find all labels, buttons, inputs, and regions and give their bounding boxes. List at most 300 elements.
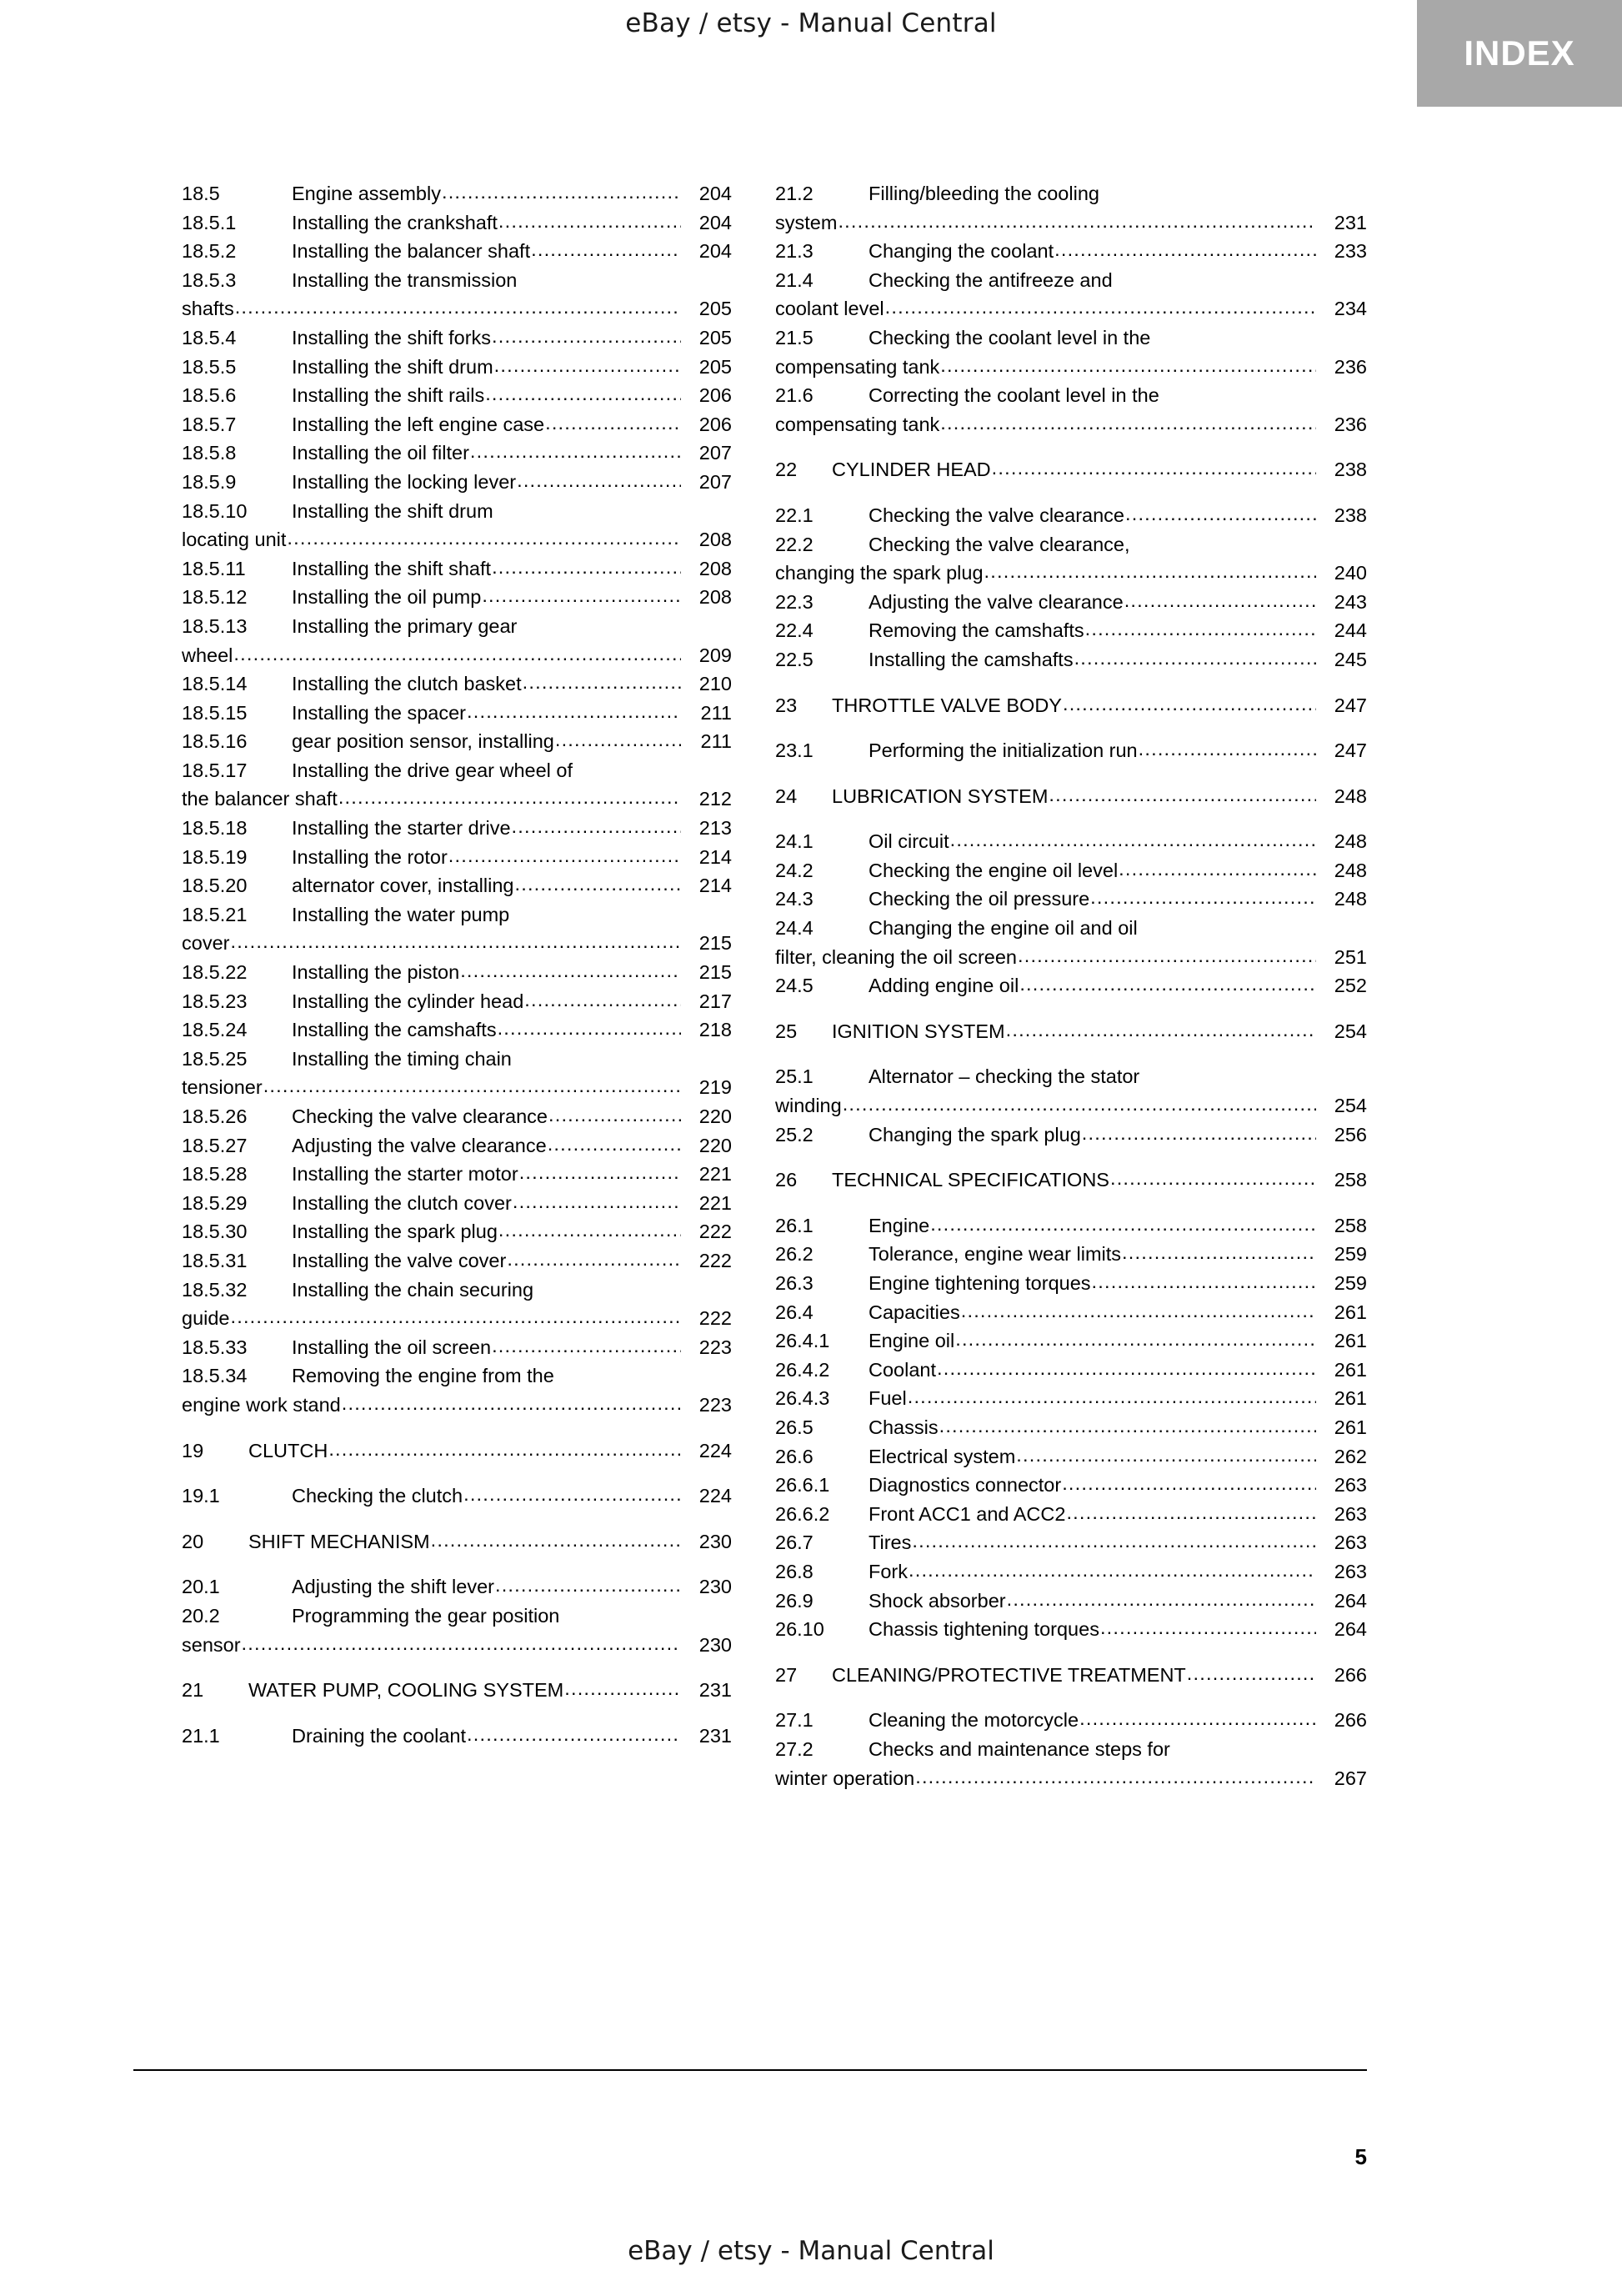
toc-entry[interactable] <box>182 987 732 1016</box>
toc-dot-leader <box>498 207 681 236</box>
toc-dot-leader <box>463 1480 681 1509</box>
toc-entry[interactable] <box>182 699 732 728</box>
toc-entry-title: Installing the left engine case <box>292 413 545 435</box>
toc-entry-page: 252 <box>1334 975 1367 997</box>
toc-entry-number: 18.5.26 <box>182 1105 248 1127</box>
toc-entry-number: 18.5.14 <box>182 673 248 695</box>
toc-entry-title: Oil circuit <box>869 830 949 853</box>
toc-entry-number: 23 <box>775 694 798 716</box>
toc-entry-title: Tires <box>869 1532 912 1554</box>
toc-entry-title: Installing the shift drum <box>292 355 493 378</box>
toc-dot-leader <box>915 1762 1316 1792</box>
toc-entry-number: 18.5.2 <box>182 240 237 263</box>
toc-entry[interactable] <box>182 1602 732 1659</box>
toc-entry-page: 205 <box>698 326 732 348</box>
toc-dot-leader <box>231 1302 682 1331</box>
toc-dot-leader <box>498 1216 681 1245</box>
toc-entry[interactable] <box>775 1326 1367 1356</box>
toc-dot-leader <box>531 235 681 264</box>
toc-entry-number: 18.5.23 <box>182 990 248 1012</box>
toc-entry-title: gear position sensor, installing <box>292 730 554 753</box>
toc-entry-page: 222 <box>698 1307 732 1330</box>
index-tab <box>1417 0 1622 107</box>
toc-entry-page: 240 <box>1334 562 1367 584</box>
toc-entry[interactable] <box>775 1269 1367 1298</box>
toc-entry-page: 208 <box>698 529 732 551</box>
toc-entry[interactable] <box>182 1102 732 1131</box>
toc-entry-number: 27.2 <box>775 1737 814 1760</box>
toc-entry[interactable] <box>775 1298 1367 1327</box>
toc-dot-leader <box>1125 499 1316 529</box>
toc-dot-leader <box>1079 1704 1316 1733</box>
toc-entry-page: 236 <box>1334 413 1367 435</box>
toc-entry[interactable] <box>182 237 732 266</box>
toc-entry-number: 26.10 <box>775 1618 824 1641</box>
toc-entry-number: 18.5.27 <box>182 1134 248 1156</box>
toc-entry-title: Installing the oil pump <box>292 586 482 609</box>
toc-entry-number: 21.6 <box>775 384 814 407</box>
toc-entry[interactable] <box>775 1166 1367 1195</box>
toc-dot-leader <box>517 466 681 495</box>
toc-entry-number: 26.4.1 <box>775 1330 830 1352</box>
toc-entry[interactable] <box>775 885 1367 914</box>
toc-dot-leader <box>548 1130 681 1159</box>
toc-entry-title: shafts <box>182 298 234 320</box>
toc-entry-page: 262 <box>1334 1445 1367 1467</box>
toc-entry-page: 267 <box>1334 1767 1367 1789</box>
toc-entry-page: 219 <box>698 1076 732 1099</box>
toc-entry[interactable] <box>182 497 732 554</box>
toc-entry-page: 221 <box>698 1163 732 1186</box>
toc-entry-page: 236 <box>1334 355 1367 378</box>
toc-entry-page: 223 <box>698 1336 732 1358</box>
toc-entry-title: compensating tank <box>775 413 940 435</box>
toc-dot-leader <box>328 1435 681 1464</box>
toc-entry-title: Installing the crankshaft <box>292 211 498 233</box>
toc-entry-title: system <box>775 211 838 233</box>
toc-dot-leader <box>448 841 681 870</box>
toc-entry-number: 18.5.28 <box>182 1163 248 1186</box>
toc-dot-leader <box>1187 1659 1316 1688</box>
toc-entry-title: LUBRICATION SYSTEM <box>832 785 1049 807</box>
toc-dot-leader <box>1119 855 1316 884</box>
toc-entry-title: WATER PUMP, COOLING SYSTEM <box>248 1679 564 1702</box>
toc-entry-title: Changing the engine oil and oil <box>869 917 1138 940</box>
toc-entry-number: 18.5.11 <box>182 557 246 579</box>
toc-entry[interactable] <box>182 871 732 900</box>
toc-entry-number: 26.4.3 <box>775 1387 830 1410</box>
toc-entry-title: Installing the clutch cover <box>292 1191 512 1214</box>
toc-entry[interactable] <box>775 1356 1367 1385</box>
toc-entry[interactable] <box>775 1413 1367 1442</box>
toc-entry[interactable] <box>775 971 1367 1000</box>
toc-dot-leader <box>843 1090 1316 1119</box>
toc-entry-title: Coolant <box>869 1358 936 1381</box>
toc-dot-leader <box>940 351 1316 380</box>
toc-entry[interactable] <box>775 1062 1367 1120</box>
toc-entry-page: 205 <box>698 298 732 320</box>
toc-entry-title: Electrical system <box>869 1445 1016 1467</box>
toc-entry-number: 18.5.19 <box>182 845 248 868</box>
toc-dot-leader <box>233 639 681 669</box>
toc-entry[interactable] <box>182 1276 732 1333</box>
toc-entry-page: 238 <box>1334 459 1367 481</box>
toc-entry-page: 222 <box>698 1221 732 1243</box>
toc-dot-leader <box>912 1526 1316 1556</box>
toc-entry-number: 27 <box>775 1663 798 1686</box>
toc-dot-leader <box>460 956 681 985</box>
toc-entry[interactable] <box>775 1120 1367 1150</box>
toc-dot-leader <box>939 1411 1316 1441</box>
toc-entry-title: Installing the shift rails <box>292 384 485 407</box>
toc-entry-title: Fuel <box>869 1387 907 1410</box>
toc-entry[interactable] <box>182 1160 732 1189</box>
toc-entry-number: 18.5.30 <box>182 1221 248 1243</box>
toc-entry-number: 18.5.9 <box>182 470 237 493</box>
toc-entry-number: 21.5 <box>775 326 814 348</box>
toc-entry-number: 26.9 <box>775 1589 814 1612</box>
toc-entry[interactable] <box>182 1572 732 1602</box>
toc-entry-page: 230 <box>698 1530 732 1552</box>
toc-entry-title: locating unit <box>182 529 287 551</box>
toc-entry-number: 26.2 <box>775 1243 814 1266</box>
toc-entry-title: filter, cleaning the oil screen <box>775 945 1017 968</box>
toc-entry-page: 266 <box>1334 1709 1367 1732</box>
toc-entry[interactable] <box>775 1706 1367 1735</box>
toc-entry-number: 21.2 <box>775 183 814 204</box>
toc-dot-leader <box>961 1296 1316 1326</box>
toc-entry-title: engine work stand <box>182 1393 341 1416</box>
toc-entry-number: 21 <box>182 1679 204 1702</box>
toc-entry-page: 213 <box>698 817 732 840</box>
toc-dot-leader <box>908 1382 1316 1411</box>
toc-entry-title: Installing the rotor <box>292 845 448 868</box>
toc-dot-leader <box>1092 1267 1316 1296</box>
toc-dot-leader <box>838 207 1316 236</box>
toc-entry-page: 221 <box>698 1191 732 1214</box>
toc-entry[interactable] <box>775 1587 1367 1616</box>
toc-entry[interactable] <box>775 1500 1367 1529</box>
toc-dot-leader <box>984 557 1316 586</box>
toc-entry-title: Checking the valve clearance <box>292 1105 548 1127</box>
toc-entry[interactable] <box>775 736 1367 765</box>
toc-entry-page: 205 <box>698 355 732 378</box>
toc-entry-number: 26.6.2 <box>775 1502 830 1525</box>
toc-entry-title: winter operation <box>775 1767 915 1789</box>
toc-entry-number: 18.5.6 <box>182 384 237 407</box>
toc-entry-title: Checking the antifreeze and <box>869 268 1113 291</box>
toc-dot-leader <box>950 825 1316 855</box>
toc-entry-number: 18.5.17 <box>182 759 248 781</box>
toc-entry[interactable] <box>182 468 732 497</box>
toc-entry-title: Installing the locking lever <box>292 470 517 493</box>
toc-entry-number: 18.5.21 <box>182 903 248 925</box>
toc-entry-title: Installing the spacer <box>292 701 467 724</box>
toc-entry[interactable] <box>775 588 1367 617</box>
toc-dot-leader <box>492 1331 681 1361</box>
toc-entry[interactable] <box>775 381 1367 439</box>
toc-dot-leader <box>482 581 681 610</box>
toc-entry-title: cover <box>182 932 230 955</box>
toc-entry[interactable] <box>775 616 1367 645</box>
toc-entry[interactable] <box>775 1211 1367 1241</box>
toc-entry[interactable] <box>182 1722 732 1751</box>
toc-dot-leader <box>1049 780 1316 810</box>
toc-dot-leader <box>1019 970 1316 999</box>
toc-entry-number: 21.3 <box>775 240 814 263</box>
toc-entry-title: Performing the initialization run <box>869 739 1138 762</box>
toc-entry-number: 22.4 <box>775 619 814 642</box>
toc-entry-title: Installing the piston <box>292 961 460 984</box>
toc-entry-number: 21.4 <box>775 268 814 291</box>
toc-entry-page: 266 <box>1334 1663 1367 1686</box>
toc-entry[interactable] <box>182 1246 732 1276</box>
toc-dot-leader <box>1082 1119 1316 1148</box>
toc-entry-page: 251 <box>1334 945 1367 968</box>
toc-entry[interactable] <box>182 958 732 987</box>
toc-entry-page: 263 <box>1334 1474 1367 1496</box>
toc-dot-leader <box>342 1389 681 1418</box>
toc-entry-page: 245 <box>1334 648 1367 670</box>
toc-entry-page: 263 <box>1334 1502 1367 1525</box>
toc-entry-number: 24.2 <box>775 859 814 881</box>
toc-entry[interactable] <box>182 439 732 468</box>
toc-entry[interactable] <box>775 237 1367 266</box>
toc-entry[interactable] <box>182 1217 732 1246</box>
toc-entry[interactable] <box>182 554 732 584</box>
toc-entry-title: CLEANING/PROTECTIVE TREATMENT <box>832 1663 1186 1686</box>
toc-entry-page: 230 <box>698 1633 732 1656</box>
toc-entry-title: SHIFT MECHANISM <box>248 1530 430 1552</box>
toc-entry[interactable] <box>775 455 1367 484</box>
toc-entry[interactable] <box>182 1015 732 1045</box>
toc-entry-page: 211 <box>700 701 732 724</box>
toc-entry[interactable] <box>775 1615 1367 1644</box>
toc-entry-number: 18.5.29 <box>182 1191 248 1214</box>
toc-entry-page: 254 <box>1334 1020 1367 1042</box>
toc-dot-leader <box>992 454 1316 483</box>
toc-entry[interactable] <box>775 856 1367 885</box>
toc-entry-title: Adjusting the valve clearance <box>869 590 1124 613</box>
toc-entry-page: 231 <box>1334 211 1367 233</box>
toc-entry[interactable] <box>182 1189 732 1218</box>
toc-entry-number: 18.5.7 <box>182 413 237 435</box>
toc-entry-title: Installing the starter motor <box>292 1163 518 1186</box>
toc-entry[interactable] <box>182 669 732 699</box>
toc-entry[interactable] <box>775 691 1367 720</box>
toc-entry-title: Engine <box>869 1214 930 1236</box>
toc-entry[interactable] <box>775 1017 1367 1046</box>
toc-entry-number: 18.5.5 <box>182 355 237 378</box>
toc-entry-page: 224 <box>698 1439 732 1461</box>
toc-entry[interactable] <box>775 179 1367 237</box>
toc-entry[interactable] <box>182 1527 732 1557</box>
toc-entry-title: Installing the oil filter <box>292 442 469 464</box>
toc-entry-number: 18.5.3 <box>182 268 237 291</box>
toc-entry-number: 22 <box>775 459 798 481</box>
toc-entry-number: 24.1 <box>775 830 814 853</box>
toc-entry-title: Capacities <box>869 1301 960 1323</box>
toc-entry-title: Diagnostics connector <box>869 1474 1062 1496</box>
toc-dot-leader <box>492 322 681 351</box>
toc-entry-title: Chassis <box>869 1416 939 1438</box>
toc-entry-title: Installing the cylinder head <box>292 990 524 1012</box>
bottom-watermark: eBay / etsy - Manual Central <box>628 2236 994 2266</box>
toc-entry-number: 18.5.25 <box>182 1047 248 1070</box>
toc-entry[interactable] <box>182 1676 732 1705</box>
toc-entry-number: 18.5.32 <box>182 1278 248 1301</box>
toc-entry-title: Correcting the coolant level in the <box>869 384 1159 407</box>
toc-entry[interactable] <box>775 782 1367 811</box>
toc-entry[interactable] <box>182 381 732 410</box>
toc-entry[interactable] <box>775 914 1367 971</box>
toc-entry-page: 248 <box>1334 888 1367 910</box>
toc-entry[interactable] <box>182 843 732 872</box>
toc-entry-title: tensioner <box>182 1076 263 1099</box>
toc-entry-title: CLUTCH <box>248 1439 328 1461</box>
toc-entry[interactable] <box>775 266 1367 323</box>
toc-entry[interactable] <box>775 1528 1367 1557</box>
toc-entry[interactable] <box>182 353 732 382</box>
toc-dot-leader <box>512 812 681 841</box>
toc-entry[interactable] <box>182 179 732 208</box>
toc-dot-leader <box>1066 1498 1316 1527</box>
toc-entry-page: 261 <box>1334 1358 1367 1381</box>
toc-entry[interactable] <box>182 727 732 756</box>
toc-entry[interactable] <box>182 266 732 323</box>
toc-entry-page: 247 <box>1334 739 1367 762</box>
toc-dot-leader <box>1100 1613 1316 1642</box>
toc-entry-title: coolant level <box>775 298 884 320</box>
toc-dot-leader <box>545 409 681 438</box>
toc-entry-number: 25.1 <box>775 1065 814 1088</box>
toc-dot-leader <box>467 1720 681 1749</box>
toc-entry-title: winding <box>775 1095 842 1117</box>
toc-entry-title: Installing the camshafts <box>869 648 1074 670</box>
toc-entry-number: 21.1 <box>182 1724 220 1747</box>
toc-entry-title: Installing the valve cover <box>292 1249 507 1271</box>
toc-entry[interactable] <box>775 1384 1367 1413</box>
toc-entry-page: 224 <box>698 1485 732 1507</box>
toc-dot-leader <box>492 553 681 582</box>
toc-entry[interactable] <box>182 323 732 353</box>
toc-dot-leader <box>513 1187 681 1216</box>
toc-dot-leader <box>1063 689 1316 719</box>
toc-entry-title: Changing the spark plug <box>869 1123 1081 1145</box>
toc-entry[interactable] <box>182 1481 732 1511</box>
toc-entry-title: Checking the valve clearance <box>869 504 1124 526</box>
toc-entry[interactable] <box>182 410 732 439</box>
toc-entry[interactable] <box>182 900 732 958</box>
toc-entry[interactable] <box>775 530 1367 588</box>
toc-entry-page: 218 <box>698 1019 732 1041</box>
toc-entry[interactable] <box>182 1131 732 1161</box>
toc-dot-leader <box>1139 734 1316 764</box>
toc-dot-leader <box>524 985 681 1015</box>
toc-entry-page: 211 <box>700 730 732 753</box>
toc-entry-page: 204 <box>698 240 732 263</box>
toc-entry-page: 214 <box>698 875 732 897</box>
toc-entry-number: 26.6.1 <box>775 1474 830 1496</box>
toc-entry-page: 220 <box>698 1105 732 1127</box>
toc-entry-number: 26.6 <box>775 1445 814 1467</box>
toc-entry-number: 18.5.4 <box>182 326 237 348</box>
toc-entry-number: 26.1 <box>775 1214 814 1236</box>
toc-entry[interactable] <box>182 583 732 612</box>
toc-entry-title: Alternator – checking the stator <box>869 1065 1140 1088</box>
toc-dot-leader <box>1062 1469 1316 1498</box>
toc-entry[interactable] <box>182 1045 732 1102</box>
toc-entry-number: 19 <box>182 1439 204 1461</box>
toc-entry[interactable] <box>182 1436 732 1466</box>
toc-dot-leader <box>555 725 681 754</box>
toc-entry[interactable] <box>182 1361 732 1419</box>
footer-rule <box>133 2069 1367 2071</box>
toc-entry-title: Installing the shift shaft <box>292 557 492 579</box>
toc-entry[interactable] <box>182 612 732 669</box>
toc-entry-page: 248 <box>1334 785 1367 807</box>
toc-entry[interactable] <box>775 1661 1367 1690</box>
toc-entry-title: compensating tank <box>775 355 940 378</box>
toc-entry[interactable] <box>182 814 732 843</box>
toc-entry[interactable] <box>182 1333 732 1362</box>
toc-entry-page: 261 <box>1334 1301 1367 1323</box>
toc-entry[interactable] <box>182 208 732 238</box>
toc-entry-number: 20.1 <box>182 1576 220 1598</box>
toc-entry-title: Shock absorber <box>869 1589 1006 1612</box>
toc-entry-page: 231 <box>698 1724 732 1747</box>
toc-entry-page: 231 <box>698 1679 732 1702</box>
toc-entry-number: 26.4 <box>775 1301 814 1323</box>
toc-entry-title: Removing the engine from the <box>292 1365 554 1387</box>
toc-entry[interactable] <box>775 323 1367 381</box>
toc-entry[interactable] <box>775 645 1367 674</box>
toc-dot-leader <box>1110 1164 1316 1193</box>
toc-entry[interactable] <box>775 1471 1367 1500</box>
toc-entry-title: guide <box>182 1307 230 1330</box>
toc-entry-title: Checking the oil pressure <box>869 888 1090 910</box>
toc-entry[interactable] <box>775 501 1367 530</box>
toc-dot-leader <box>1006 1015 1316 1045</box>
toc-entry-page: 244 <box>1334 619 1367 642</box>
toc-entry-title: Changing the coolant <box>869 240 1054 263</box>
toc-entry[interactable] <box>775 1735 1367 1792</box>
toc-entry-title: CYLINDER HEAD <box>832 459 991 481</box>
toc-entry[interactable] <box>775 827 1367 856</box>
toc-entry-title: Engine oil <box>869 1330 955 1352</box>
toc-dot-leader <box>235 293 681 322</box>
toc-entry-number: 27.1 <box>775 1709 814 1732</box>
toc-entry-page: 261 <box>1334 1330 1367 1352</box>
toc-dot-leader <box>523 668 681 697</box>
toc-entry-page: 222 <box>698 1249 732 1271</box>
toc-entry-title: Installing the oil screen <box>292 1336 492 1358</box>
toc-entry-title: Filling/bleeding the cooling <box>869 183 1099 204</box>
toc-entry[interactable] <box>182 756 732 814</box>
toc-entry-title: Installing the transmission <box>292 268 518 291</box>
toc-dot-leader <box>514 870 681 899</box>
toc-entry-number: 25.2 <box>775 1123 814 1145</box>
toc-entry-title: Adding engine oil <box>869 975 1019 997</box>
toc-entry[interactable] <box>775 1557 1367 1587</box>
toc-entry-page: 261 <box>1334 1387 1367 1410</box>
toc-entry-title: the balancer shaft <box>182 788 338 810</box>
toc-entry-title: wheel <box>182 644 233 666</box>
toc-entry[interactable] <box>775 1240 1367 1269</box>
toc-dot-leader <box>263 1071 681 1100</box>
toc-entry-page: 207 <box>698 470 732 493</box>
toc-entry[interactable] <box>775 1442 1367 1471</box>
